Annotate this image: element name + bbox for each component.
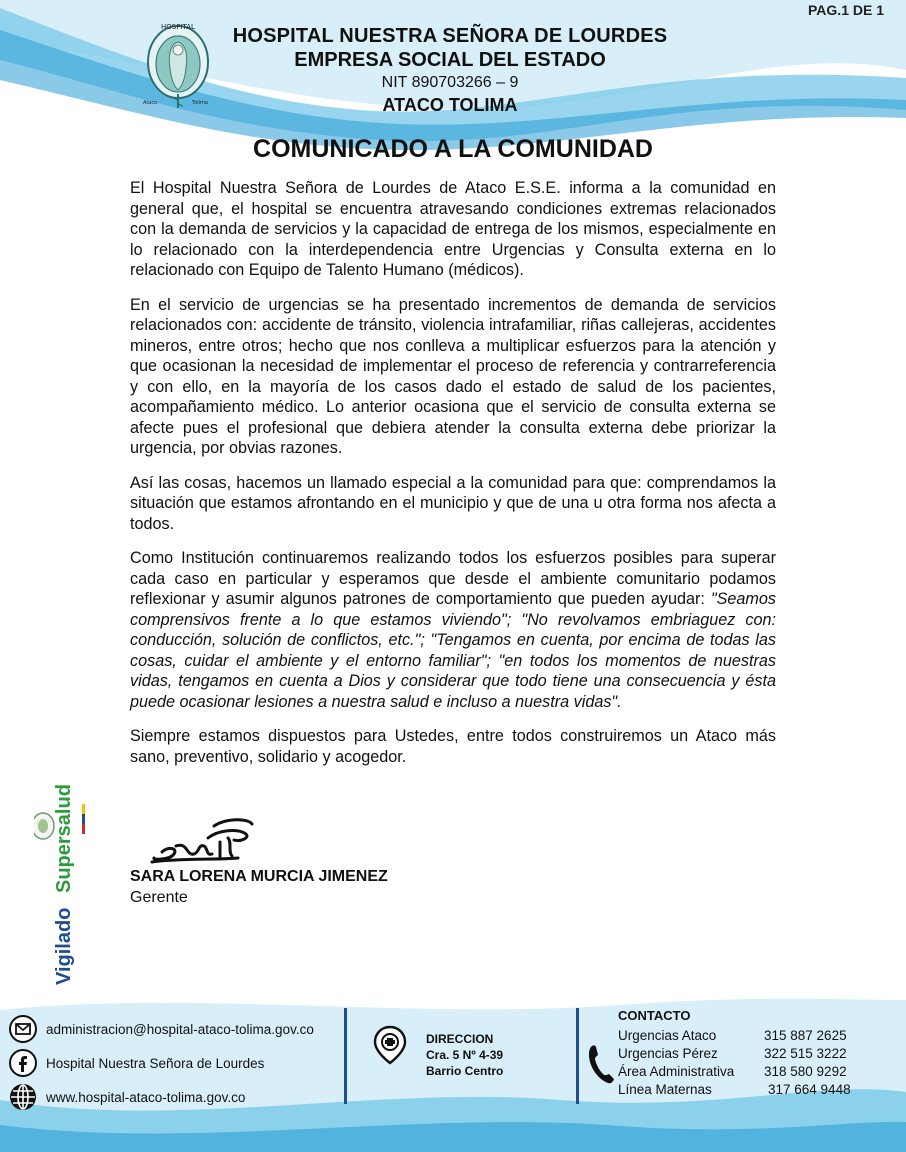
email-link[interactable]: administracion@hospital-ataco-tolima.gov.co <box>46 1021 314 1037</box>
email-icon <box>8 1014 38 1044</box>
hospital-name: HOSPITAL NUESTRA SEÑORA DE LOURDES <box>232 25 668 47</box>
address-block <box>372 1025 504 1078</box>
signer-name: SARA LORENA MURCIA JIMENEZ <box>130 868 388 885</box>
paragraph-4-quotes: "Seamos comprensivos frente a lo que estamos viviendo"; "No revolvamos embriaguez con: conducción, solución de conflictos, etc."; "Tengamos en cuenta, por encima de todas las cosas, cuidar el ambiente y el entorno familiar"; "en todos los momentos de nuestras vidas, tengamos en cuenta a Dios y considerar que todo tiene una consecuencia y ésta puede ocasionar lesiones a nuestra salud e incluso a nuestra vidas". <box>130 590 776 711</box>
signer-block <box>130 866 388 908</box>
address-text <box>426 1031 503 1079</box>
contact-row <box>618 1064 888 1079</box>
logo-left-text: Ataco <box>143 100 158 106</box>
footer-divider-left <box>344 1008 347 1104</box>
contact-row <box>618 1082 888 1097</box>
contact-number[interactable]: 317 664 9448 <box>768 1082 851 1097</box>
contact-label: Urgencias Ataco <box>618 1028 717 1043</box>
paragraph-2: En el servicio de urgencias se ha presentado incrementos de demanda de servicios relacionados con: accidente de tránsito, violencia intrafamiliar, riñas callejeras, accidentes mineros, entre otros; hecho que nos conlleva a multiplicar esfuerzos para la atención y que ocasionan la necesidad de implementar el proceso de referencia y contrarreferencia y con ello, en la mayoría de los casos dado el estado de salud de los pacientes, acompañamiento médico. Lo anterior ocasiona que el servicio de consulta externa se afecte pues el profesional que debiera atender la consulta externa debe priorizar la urgencia, por obvias razones. <box>130 295 776 457</box>
location-pin-icon <box>372 1025 408 1065</box>
contact-label: Línea Maternas <box>618 1082 712 1097</box>
contact-number[interactable]: 318 580 9292 <box>764 1064 847 1079</box>
facebook-row <box>8 1046 314 1080</box>
signature-image <box>148 808 258 864</box>
contact-label: Urgencias Pérez <box>618 1046 718 1061</box>
location: ATACO TOLIMA <box>382 95 518 115</box>
contact-number[interactable]: 315 887 2625 <box>764 1028 847 1043</box>
website-link[interactable]: www.hospital-ataco-tolima.gov.co <box>46 1089 246 1105</box>
letterhead <box>200 24 700 116</box>
footer-contact-links <box>8 1012 314 1114</box>
contact-row <box>618 1028 888 1043</box>
address-line-2: Barrio Centro <box>426 1064 504 1078</box>
coat-of-arms-icon <box>34 813 54 839</box>
logo-top-text: HOSPITAL <box>161 23 195 31</box>
contact-number[interactable]: 322 515 3222 <box>764 1046 847 1061</box>
vigilado-text: Vigilado <box>53 907 75 985</box>
contact-title: CONTACTO <box>618 1008 691 1023</box>
vigilado-supersalud-badge <box>34 760 94 1000</box>
contact-row <box>618 1046 888 1061</box>
phone-icon <box>586 1042 616 1086</box>
paragraph-1: El Hospital Nuestra Señora de Lourdes de Ataco E.S.E. informa a la comunidad en general que, el hospital se encuentra atravesando condiciones extremas relacionados con la demanda de servicios y la capacidad de entrega de los mismos, especialmente en lo relacionado con la interdependencia entre Urgencias y Consulta externa en lo relacionado con Equipo de Talento Humano (médicos). <box>130 179 776 279</box>
paragraph-4 <box>130 548 776 712</box>
page-number: PAG.1 DE 1 <box>808 2 884 18</box>
logo-right-text: Tolima <box>192 100 208 106</box>
website-row <box>8 1080 314 1114</box>
globe-icon <box>8 1082 38 1112</box>
paragraph-3: Así las cosas, hacemos un llamado especial a la comunidad para que: comprendamos la situación que estamos afrontando en el municipio y que de una u otra forma nos afecta a todos. <box>130 473 776 533</box>
nit-number: NIT 890703266 – 9 <box>381 74 519 91</box>
document-body <box>130 178 776 781</box>
supersalud-text: Supersalud <box>53 784 75 893</box>
signer-role: Gerente <box>130 889 188 906</box>
facebook-link[interactable]: Hospital Nuestra Señora de Lourdes <box>46 1055 265 1071</box>
email-row <box>8 1012 314 1046</box>
document-title: COMUNICADO A LA COMUNIDAD <box>253 135 653 163</box>
footer-divider-right <box>576 1008 579 1104</box>
paragraph-5: Siempre estamos dispuestos para Ustedes, entre todos construiremos un Ataco más sano, preventivo, solidario y acogedor. <box>130 727 776 766</box>
paragraph-4-text: Como Institución continuaremos realizando todos los esfuerzos posibles para superar cada caso en particular y esperamos que desde el ambiente comunitario podamos reflexionar y asumir algunos patrones de comportamiento que pueden ayudar: <box>130 549 776 608</box>
address-title: DIRECCION <box>426 1032 494 1046</box>
facebook-icon <box>8 1048 38 1078</box>
entity-type: EMPRESA SOCIAL DEL ESTADO <box>294 49 606 71</box>
address-line-1: Cra. 5 Nº 4-39 <box>426 1048 504 1062</box>
contact-label: Área Administrativa <box>618 1064 735 1079</box>
